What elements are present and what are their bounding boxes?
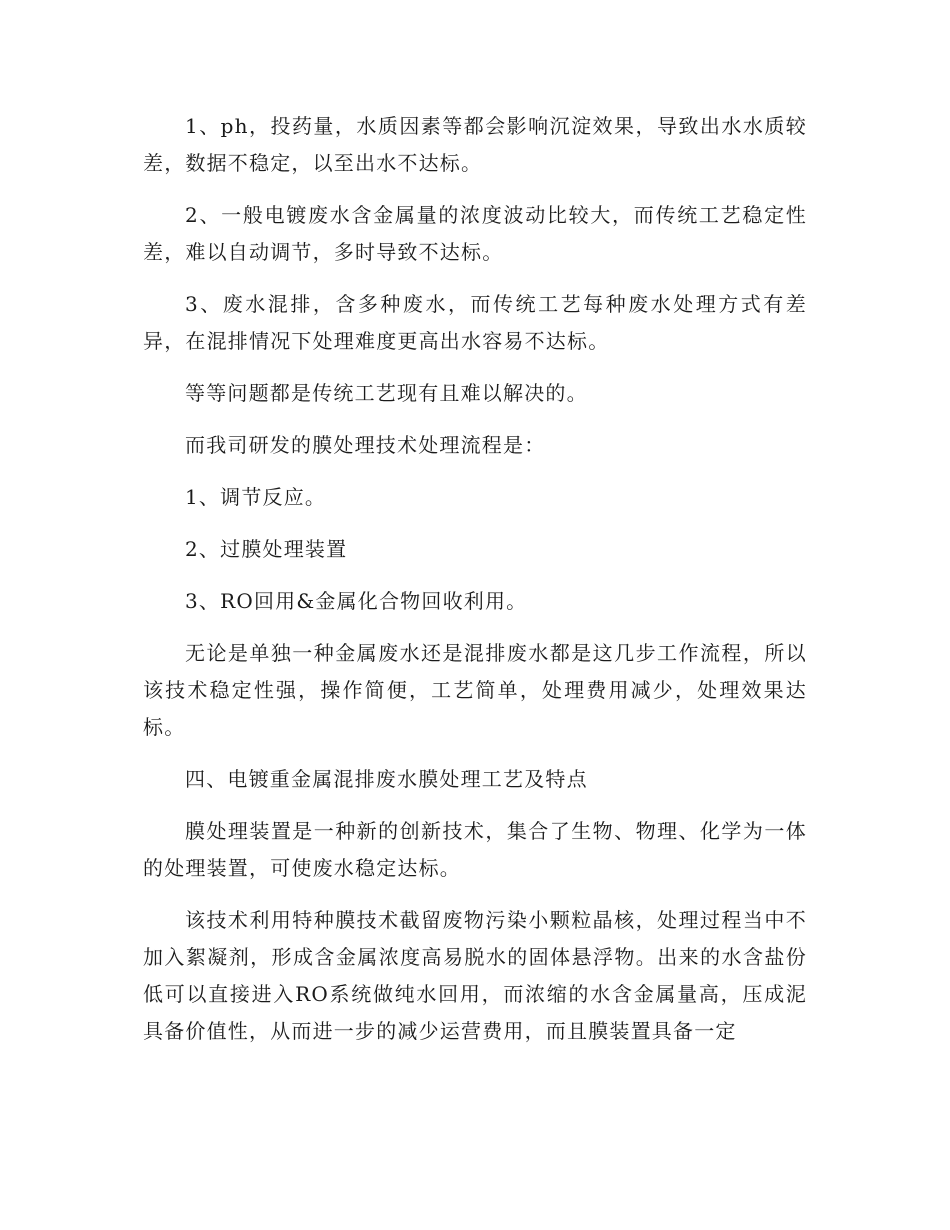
paragraph-ph-issue: 1、ph，投药量，水质因素等都会影响沉淀效果，导致出水水质较差，数据不稳定，以至出水不达标。: [143, 114, 807, 175]
paragraph-concentration-issue: 2、一般电镀废水含金属量的浓度波动比较大，而传统工艺稳定性差，难以自动调节，多时导致不达标。: [143, 203, 807, 264]
document-body: [143, 108, 807, 1065]
paragraph-advantages: 无论是单独一种金属废水还是混排废水都是这几步工作流程，所以该技术稳定性强，操作简便，工艺简单，处理费用减少，处理效果达标。: [143, 641, 807, 739]
paragraph-step-3: 3、RO回用&金属化合物回收利用。: [185, 589, 528, 613]
paragraph-membrane-technique: 该技术利用特种膜技术截留废物污染小颗粒晶核，处理过程当中不加入絮凝剂，形成含金属浓度高易脱水的固体悬浮物。出来的水含盐份低可以直接进入RO系统做纯水回用，而浓缩的水含金属量高，压成泥具备价值性，从而进一步的减少运营费用，而且膜装置具备一定: [143, 908, 807, 1043]
paragraph-step-2: 2、过膜处理装置: [185, 537, 348, 561]
paragraph-membrane-device: 膜处理装置是一种新的创新技术，集合了生物、物理、化学为一体的处理装置，可使废水稳定达标。: [143, 819, 807, 880]
paragraph-process-intro: 而我司研发的膜处理技术处理流程是：: [185, 433, 546, 457]
paragraph-step-1: 1、调节反应。: [185, 485, 327, 509]
section-heading-four: 四、电镀重金属混排废水膜处理工艺及特点: [185, 767, 588, 791]
paragraph-summary-problems: 等等问题都是传统工艺现有且难以解决的。: [185, 381, 588, 405]
paragraph-mixed-discharge-issue: 3、废水混排，含多种废水，而传统工艺每种废水处理方式有差异，在混排情况下处理难度更高出水容易不达标。: [143, 292, 807, 353]
